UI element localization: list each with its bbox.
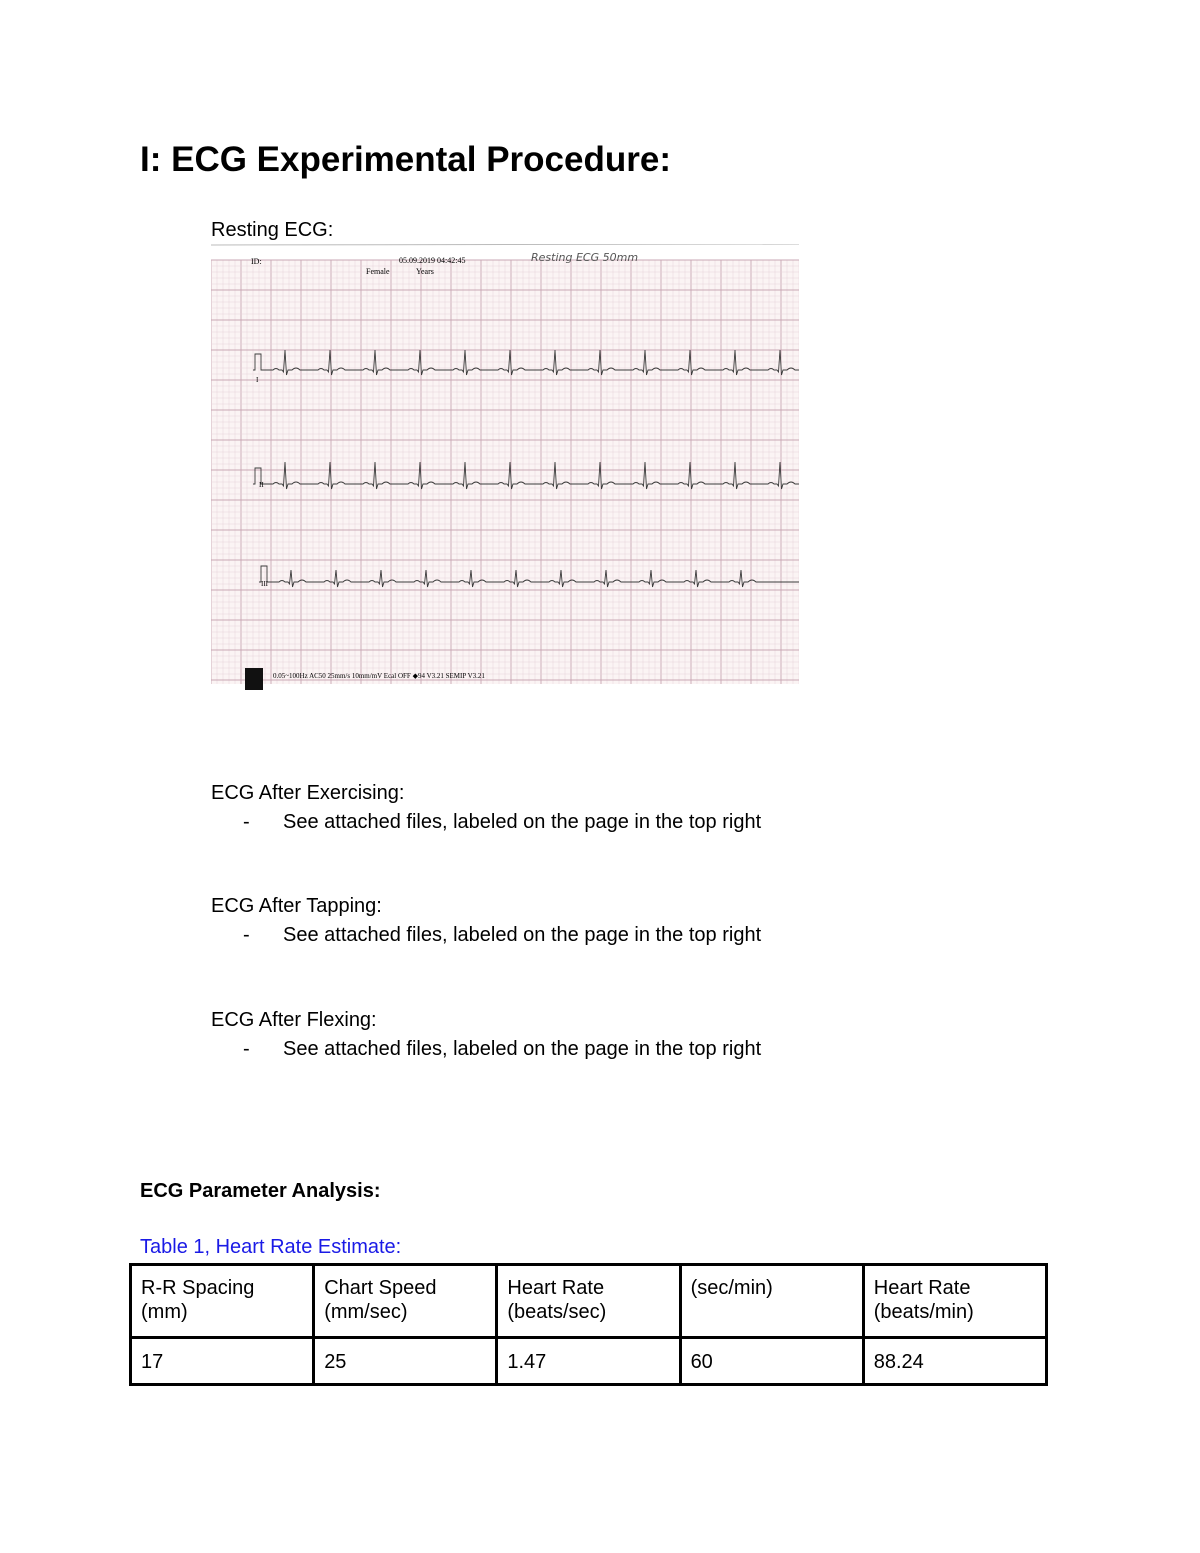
- table-row: [131, 1338, 1047, 1385]
- section-heading-flexing: ECG After Flexing:: [211, 1009, 377, 1031]
- section-heading-exercising: ECG After Exercising:: [211, 782, 405, 804]
- table-cell: 25: [314, 1338, 497, 1385]
- ecg-calibration-block: [245, 668, 263, 690]
- bullet-text: See attached files, labeled on the page in the top right: [283, 811, 762, 833]
- heart-rate-table: [129, 1263, 1048, 1386]
- page-title: I: ECG Experimental Procedure:: [140, 140, 671, 179]
- table-cell: 1.47: [497, 1338, 680, 1385]
- table-header-cell: Chart Speed (mm/sec): [314, 1265, 497, 1338]
- table-cell: 60: [680, 1338, 863, 1385]
- ecg-lead-label-2: II: [259, 481, 264, 489]
- table-header-cell: Heart Rate (beats/min): [863, 1265, 1046, 1338]
- section-bullet-flexing: [243, 1038, 761, 1061]
- ecg-years-text: Years: [416, 267, 434, 276]
- ecg-top-edge: [211, 244, 799, 245]
- table-header-row: [131, 1265, 1047, 1338]
- section-heading-tapping: ECG After Tapping:: [211, 895, 382, 917]
- table-header-cell: (sec/min): [680, 1265, 863, 1338]
- section-bullet-exercising: [243, 811, 761, 834]
- resting-ecg-image: [211, 244, 799, 692]
- table-cell: 17: [131, 1338, 314, 1385]
- bullet-marker: -: [243, 924, 250, 946]
- ecg-footer-text: 0.05~100Hz AC50 25mm/s 10mm/mV Ecal OFF ◆94 V3.21 SEMIP V3.21: [273, 672, 485, 680]
- ecg-handwritten-label: Resting ECG 50mm: [531, 251, 639, 264]
- table-header-cell: R-R Spacing (mm): [131, 1265, 314, 1338]
- table-cell: 88.24: [863, 1338, 1046, 1385]
- table-header-cell: Heart Rate (beats/sec): [497, 1265, 680, 1338]
- table-caption: Table 1, Heart Rate Estimate:: [140, 1236, 402, 1258]
- ecg-date-text: 05.09.2019 04:42:45: [399, 256, 466, 265]
- ecg-strip: [211, 244, 799, 692]
- bullet-text: See attached files, labeled on the page in the top right: [283, 924, 762, 946]
- bullet-marker: -: [243, 811, 250, 833]
- bullet-marker: -: [243, 1038, 250, 1060]
- ecg-lead-label-1: I: [256, 376, 259, 384]
- section-bullet-tapping: [243, 924, 761, 947]
- ecg-lead-label-3: III: [261, 580, 268, 588]
- resting-ecg-label: Resting ECG:: [211, 219, 334, 241]
- ecg-gender-text: Female: [366, 267, 390, 276]
- analysis-heading: ECG Parameter Analysis:: [140, 1180, 381, 1202]
- ecg-id-text: ID:: [251, 257, 262, 266]
- bullet-text: See attached files, labeled on the page in the top right: [283, 1038, 762, 1060]
